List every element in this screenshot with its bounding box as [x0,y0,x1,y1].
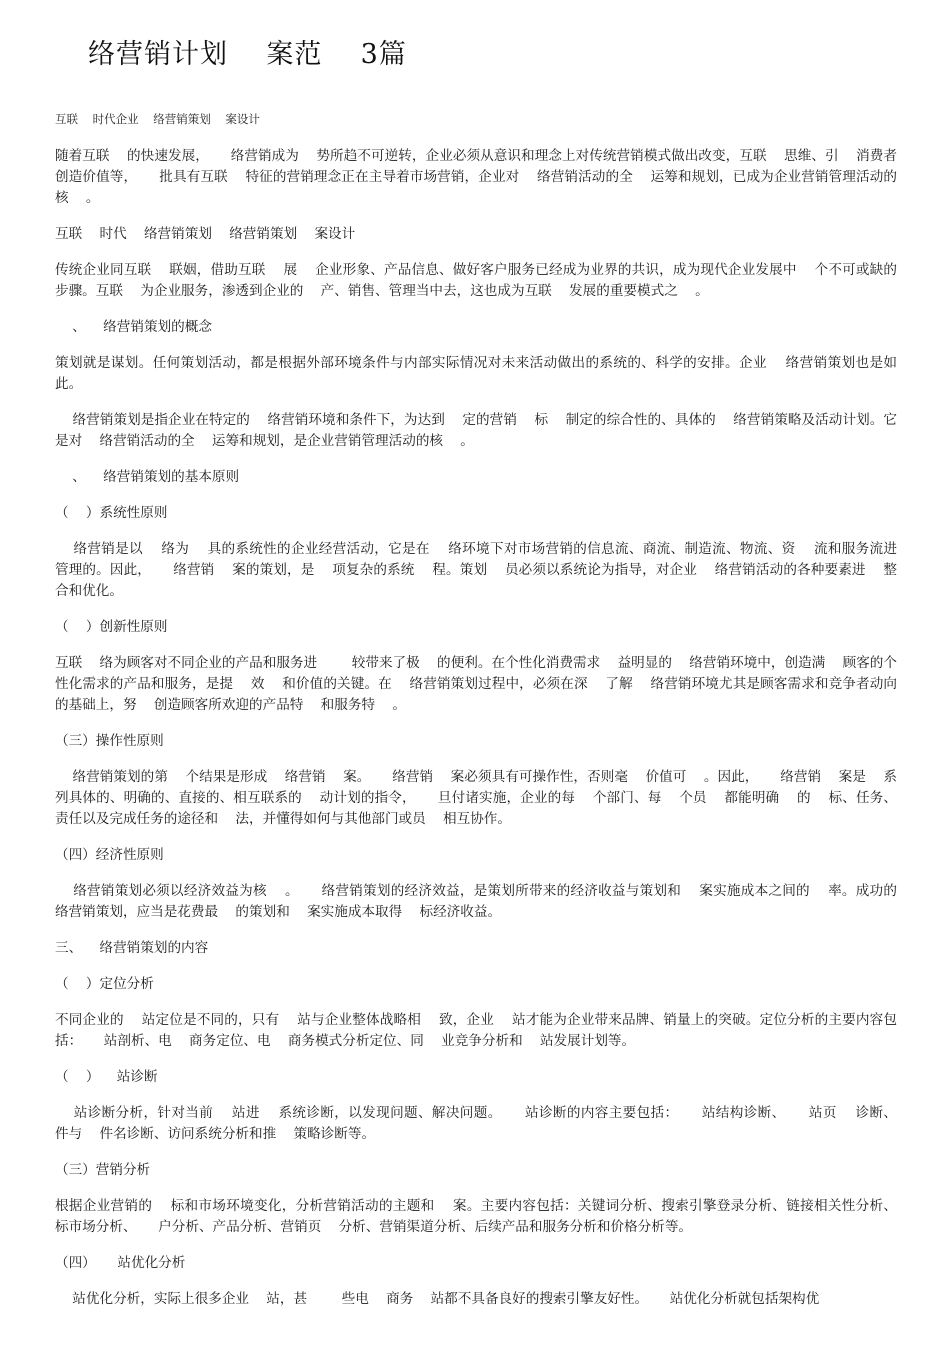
document-body [55,146,919,1325]
paragraph: 根据企业营销的 标和市场环境变化，分析营销活动的主题和 案。主要内容包括：关键词分析、搜索引擎登录分析、链接相关性分析、 标市场分析、 户分析、产品分析、营销页 分析、营销渠道分析、后续产品和服务分析和价格分析等。 [55,1198,919,1235]
section-heading: 三、 络营销策划的内容 [55,940,209,956]
subsection-heading: （三）操作性原则 [55,733,164,749]
subsection-heading: （ ） 站诊断 [55,1069,158,1085]
paragraph: 传统企业同互联 联姻，借助互联 展 企业形象、产品信息、做好客户服务已经成为业界的共识，成为现代企业发展中 个不可或缺的步骤。互联 为企业服务，渗透到企业的 产、销售、管理当中去，这也成为互联 发展的重要模式之 。 [55,262,897,299]
subsection-heading: （ ）定位分析 [55,976,154,992]
paragraph: 站优化分析，实际上很多企业 站，甚 些电 商务 站都不具备良好的搜索引擎友好性。 站优化分析就包括架构优 [55,1291,820,1307]
subsection-heading: （四） 站优化分析 [55,1255,186,1271]
paragraph: 络营销是以 络为 具的系统性的企业经营活动，它是在 络环境下对市场营销的信息流、商流、制造流、物流、资 流和服务流进 管理的。因此， 络营销 案的策划，是 项复杂的系统 程。策划 员必须以系统论为指导，对企业 络营销活动的各种要素进 整合和优化。 [55,541,915,599]
document-title: 络营销计划 案范 3篇 [88,39,407,70]
document-subtitle: 互联 时代企业 络营销策划 案设计 [55,112,260,126]
paragraph: 策划就是谋划。任何策划活动，都是根据外部环境条件与内部实际情况对未来活动做出的系统的、科学的安排。企业 络营销策划也是如此。 [55,355,897,392]
paragraph: 络营销策划的第 个结果是形成 络营销 案。 络营销 案必须具有可操作性，否则毫 价值可 。因此， 络营销 案是 系列具体的、明确的、直接的、相互联系的 动计划的指令， 旦付诸实施，企业的每 个部门、每 个员 都能明确 的 标、任务、责任以及完成任务的途径和 法，并懂得如何与其他部门或员 相互协作。 [55,769,897,827]
paragraph: 站诊断分析，针对当前 站进 系统诊断，以发现问题、解决问题。 站诊断的内容主要包括： 站结构诊断、 站页 诊断、 件与 件名诊断、访问系统分析和推 策略诊断等。 [55,1105,915,1142]
subsection-heading: （四）经济性原则 [55,847,164,863]
paragraph: 络营销策划必须以经济效益为核 。 络营销策划的经济效益，是策划所带来的经济收益与策划和 案实施成本之间的 率。成功的 络营销策划，应当是花费最 的策划和 案实施成本取得 标经济收益。 [55,883,915,920]
subsection-heading: （三）营销分析 [55,1162,151,1178]
section-heading: 、 络营销策划的基本原则 [55,469,240,485]
paragraph: 随着互联 的快速发展， 络营销成为 势所趋不可逆转，企业必须从意识和理念上对传统营销模式做出改变，互联 思维、引 消费者创造价值等， 批具有互联 特征的营销理念正在主导着市场营销，企业对 络营销活动的全 运筹和规划，已成为企业营销管理活动的核 。 [55,148,897,206]
paragraph: 互联 络为顾客对不同企业的产品和服务进 较带来了极 的便利。在个性化消费需求 益明显的 络营销环境中，创造满 顾客的个性化需求的产品和服务，是提 效 和价值的关键。在 络营销策划过程中，必须在深 了解 络营销环境尤其是顾客需求和竞争者动向的基础上，努 创造顾客所欢迎的产品特 和服务特 。 [55,655,897,713]
section-heading: 互联 时代 络营销策划 络营销策划 案设计 [55,226,356,242]
subsection-heading: （ ）创新性原则 [55,619,168,635]
paragraph: 络营销策划是指企业在特定的 络营销环境和条件下，为达到 定的营销 标 制定的综合性的、具体的 络营销策略及活动计划。它是对 络营销活动的全 运筹和规划，是企业营销管理活动的核 。 [55,412,897,449]
subsection-heading: （ ）系统性原则 [55,505,168,521]
paragraph: 不同企业的 站定位是不同的，只有 站与企业整体战略相 致，企业 站才能为企业带来品牌、销量上的突破。定位分析的主要内容包括： 站剖析、电 商务定位、电 商务模式分析定位、同 业竞争分析和 站发展计划等。 [55,1012,897,1049]
section-heading: 、 络营销策划的概念 [55,319,212,335]
